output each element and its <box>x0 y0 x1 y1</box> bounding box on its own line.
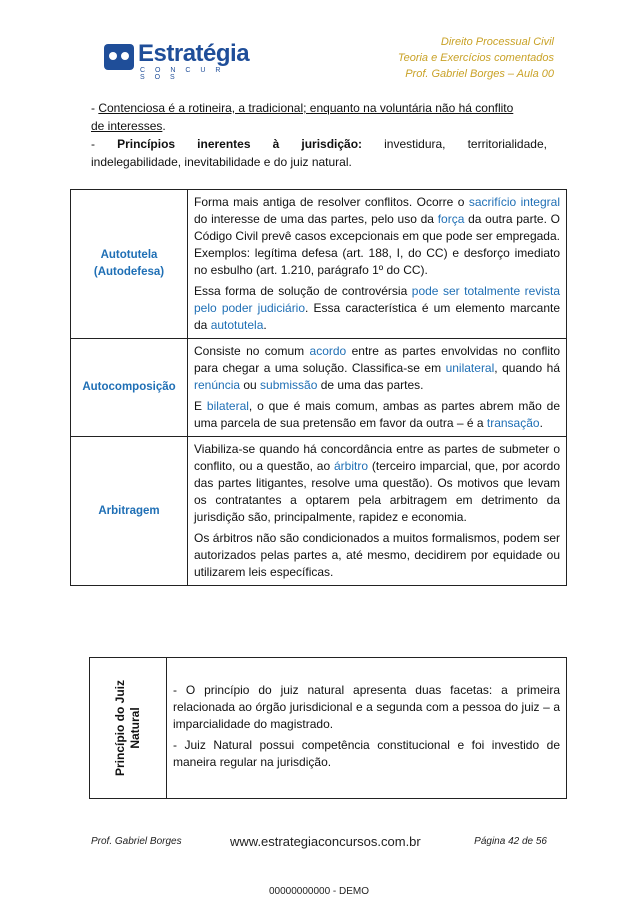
juiz-natural-table <box>89 657 567 799</box>
text: Essa forma de solução de controvérsia <box>194 284 412 298</box>
footer-author: Prof. Gabriel Borges <box>91 836 182 847</box>
header-lesson: Prof. Gabriel Borges – Aula 00 <box>405 68 554 80</box>
row-label-arbitragem: Arbitragem <box>71 437 188 586</box>
intro-text <box>91 99 547 171</box>
logo-name: Estratégia <box>138 40 250 67</box>
text: ou <box>240 378 261 392</box>
intro-paragraph-2-line-1 <box>91 135 547 153</box>
logo-subtitle: C O N C U R S O S <box>140 67 225 81</box>
word: Princípios <box>117 137 176 151</box>
row-label-juiz-natural <box>90 658 167 799</box>
label-line: (Autodefesa) <box>93 266 165 278</box>
paragraph: - Juiz Natural possui competência constitucional e foi investido de maneira regular na jurisdição. <box>173 737 560 769</box>
row-text-juiz-natural <box>167 658 567 799</box>
text: entre as partes envolvidas no conflito para chegar a uma solução. Classifica-se em <box>194 344 560 375</box>
intro-paragraph-2-line-2: indelegabilidade, inevitabilidade e do juiz natural. <box>91 155 352 169</box>
text: (terceiro imparcial, que, por acordo das partes litigantes, resolve uma questão). Os motivos que levam os contratantes a optarem pela arbitragem em detrimento da jurisdição são, principalmente, rapidez e economia. <box>194 459 560 524</box>
table-row <box>71 190 567 339</box>
table-row <box>71 339 567 437</box>
text: do interesse de uma das partes, pelo uso da <box>194 212 438 226</box>
conflict-resolution-table <box>70 189 567 586</box>
footer-page-number: Página 42 de 56 <box>474 836 547 847</box>
row-text-arbitragem <box>188 437 567 586</box>
period: . <box>162 119 166 133</box>
text: E <box>194 399 207 413</box>
text: , o que é mais comum, ambas as partes abrem mão de uma parcela de sua pretensão em favor da outra – é a <box>194 399 561 430</box>
label-line: Princípio do Juiz <box>113 679 127 777</box>
word: inerentes <box>197 137 251 151</box>
highlight: bilateral <box>206 399 249 413</box>
label-line: Autotutela <box>100 249 158 261</box>
text: de uma das partes. <box>317 378 424 392</box>
intro-paragraph-1 <box>91 99 547 135</box>
page-header <box>398 34 554 82</box>
highlight: submissão <box>260 378 318 392</box>
text: . <box>539 416 543 430</box>
text: Consiste no comum <box>194 344 310 358</box>
row-text-autocomposicao <box>188 339 567 437</box>
highlight: acordo <box>309 344 347 358</box>
highlight: sacrifício integral <box>468 195 560 209</box>
label-line: Natural <box>128 707 142 749</box>
dash: - <box>91 101 99 115</box>
page-footer <box>91 836 547 847</box>
row-text-autotutela <box>188 190 567 339</box>
underlined-text: de interesses <box>91 119 163 133</box>
word: à <box>272 137 280 151</box>
row-label-autotutela <box>71 190 188 339</box>
paragraph <box>194 194 560 279</box>
dash: - <box>91 137 95 151</box>
paragraph <box>194 398 560 432</box>
highlight: pode ser totalmente revista pelo poder judiciário <box>194 284 560 315</box>
table-row <box>90 658 567 799</box>
paragraph <box>194 441 560 526</box>
text: Forma mais antiga de resolver conflitos. Ocorre o <box>194 195 469 209</box>
word: territorialidade, <box>467 137 547 151</box>
highlight: unilateral <box>445 361 495 375</box>
highlight: transação <box>486 416 540 430</box>
table-row <box>71 437 567 586</box>
estrategia-logo <box>104 40 250 81</box>
highlight: autotutela <box>210 318 264 332</box>
highlight: árbitro <box>334 459 369 473</box>
text: , quando há <box>494 361 560 375</box>
underlined-text: Contenciosa é a rotineira, a tradicional; enquanto na voluntária não há conflito <box>98 101 514 115</box>
highlight: renúncia <box>194 378 241 392</box>
rotated-label <box>113 680 143 776</box>
header-subtitle: Teoria e Exercícios comentados <box>397 52 554 64</box>
paragraph: Os árbitros não são condicionados a muitos formalismos, podem ser autorizados pelas partes a, até mesmo, decidirem por equidade ou utilizarem leis específicas. <box>194 531 560 579</box>
word: jurisdição: <box>301 137 363 151</box>
text: . <box>263 318 267 332</box>
paragraph: - O princípio do juiz natural apresenta duas facetas: a primeira relacionada ao órgão jurisdicional e a segunda com a pessoa do juiz – a imparcialidade do magistrado. <box>173 682 560 731</box>
header-course: Direito Processual Civil <box>440 36 554 48</box>
row-label-autocomposicao: Autocomposição <box>71 339 188 437</box>
word: investidura, <box>384 137 446 151</box>
text: . Essa característica é um elemento marcante da <box>194 301 560 332</box>
highlight: força <box>437 212 465 226</box>
paragraph <box>194 343 560 394</box>
demo-watermark: 00000000000 - DEMO <box>268 886 370 897</box>
text: da outra parte. O Código Civil prevê casos excepcionais em que pode ser empregada. Exemplos: legítima defesa (art. 188, I, do CC) e desforço imediato no esbulho (art. 1.210, parágrafo 1º do CC). <box>194 212 560 277</box>
owl-logo-icon <box>104 44 134 70</box>
text: Viabiliza-se quando há concordância entre as partes de submeter o conflito, ou a questão, ao <box>194 442 560 473</box>
footer-url-link[interactable]: www.estrategiaconcursos.com.br <box>230 834 421 849</box>
paragraph <box>194 283 560 334</box>
